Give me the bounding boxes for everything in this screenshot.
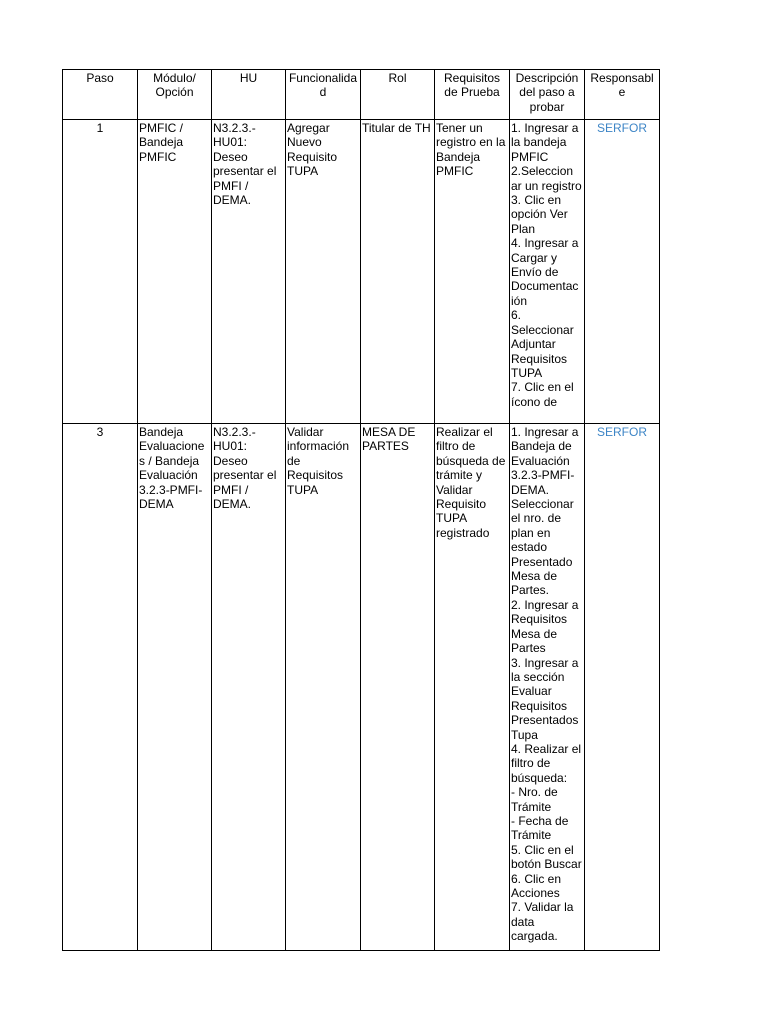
cell-modulo: PMFIC / Bandeja PMFIC — [138, 120, 212, 424]
step-line: 2.Seleccion ar un registro — [511, 164, 582, 193]
step-line: 5. Clic en el botón Buscar — [511, 842, 582, 872]
step-line: 3. Clic en opción Ver Plan — [511, 193, 568, 236]
cell-hu: N3.2.3.- HU01: Deseo presentar el PMFI / DEMA. — [212, 424, 286, 951]
cell-requisitos: Tener un registro en la Bandeja PMFIC — [435, 120, 510, 424]
cell-rol: Titular de TH — [361, 120, 435, 424]
header-funcionalidad: Funcionalida d — [286, 70, 361, 120]
header-requisitos: Requisitos de Prueba — [435, 70, 510, 120]
step-line: 6. Clic en Acciones — [511, 871, 562, 900]
table-row — [63, 424, 660, 951]
step-line: 1. Ingresar a la bandeja PMFIC — [511, 121, 579, 164]
header-rol: Rol — [361, 70, 435, 120]
cell-funcionalidad: Validar información de Requisitos TUPA — [286, 424, 361, 951]
cell-hu: N3.2.3.- HU01: Deseo presentar el PMFI / DEMA. — [212, 120, 286, 424]
step-line: 3. Ingresar a la sección Evaluar Requisitos Presentados Tupa — [511, 655, 579, 742]
cell-responsable: SERFOR — [585, 424, 660, 951]
cell-paso: 1 — [63, 120, 138, 424]
cell-funcionalidad: Agregar Nuevo Requisito TUPA — [286, 120, 361, 424]
cell-responsable: SERFOR — [585, 120, 660, 424]
cell-descripcion — [510, 424, 585, 951]
step-line: 2. Ingresar a Requisitos Mesa de Partes — [511, 597, 579, 656]
step-line: 7. Clic en el ícono de — [511, 380, 574, 409]
step-line: 6. Seleccionar Adjuntar Requisitos TUPA — [511, 308, 574, 380]
step-line: - Nro. de Trámite — [511, 785, 558, 814]
header-hu: HU — [212, 70, 286, 120]
cell-rol: MESA DE PARTES — [361, 424, 435, 951]
header-responsable: Responsabl e — [585, 70, 660, 120]
table-header-row — [63, 70, 660, 120]
table-row — [63, 120, 660, 424]
header-descripcion: Descripción del paso a probar — [510, 70, 585, 120]
step-line: 7. Validar la data cargada. — [511, 900, 574, 944]
header-modulo: Módulo/ Opción — [138, 70, 212, 120]
header-paso: Paso — [63, 70, 138, 120]
cell-modulo: Bandeja Evaluacione s / Bandeja Evaluación 3.2.3-PMFI-DEMA — [138, 424, 212, 951]
test-steps-table — [62, 69, 660, 951]
step-line: 4. Ingresar a Cargar y Envío de Documentac ión — [511, 236, 579, 308]
cell-descripcion — [510, 120, 585, 424]
cell-requisitos: Realizar el filtro de búsqueda de trámite y Validar Requisito TUPA registrado — [435, 424, 510, 951]
cell-paso: 3 — [63, 424, 138, 951]
step-line: 1. Ingresar a Bandeja de Evaluación 3.2.3-PMFI-DEMA. Seleccionar el nro. de plan en estado Presentado Mesa de Partes. — [511, 425, 579, 598]
step-line: 4. Realizar el filtro de búsqueda: — [511, 741, 582, 785]
step-line: - Fecha de Trámite — [511, 813, 569, 843]
